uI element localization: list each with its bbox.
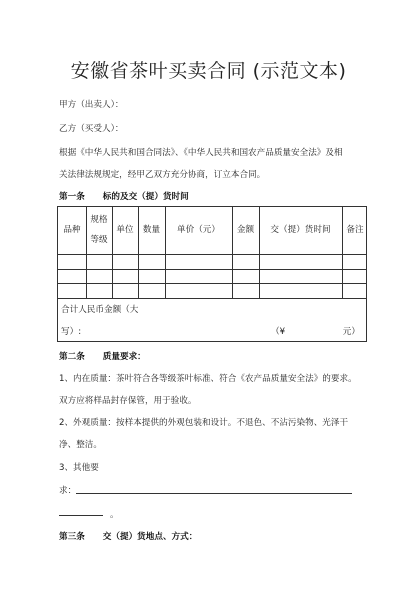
header-unit: 单位: [116, 225, 134, 235]
total-yuan: 元）: [342, 327, 360, 337]
header-amount: 金额: [236, 225, 255, 235]
quality-item-3-line-2: 求：: [59, 486, 77, 496]
goods-table: [57, 206, 367, 342]
total-label-line-2: 写）:: [61, 327, 82, 337]
quality-item-1-line-1: 1、内在质量：茶叶符合各等级茶叶标准、符合《农产品质量安全法》的要求。: [59, 374, 357, 384]
article-2-title: 质量要求：: [102, 352, 146, 362]
party-a-label: 甲方（出卖人）：: [59, 100, 124, 110]
article-1-title: 标的及交（提）货时间: [102, 192, 189, 202]
preamble-line-1: 根据《中华人民共和国合同法》、《中华人民共和国农产品质量安全法》及相: [59, 148, 343, 158]
header-grade: 等级: [90, 235, 108, 245]
article-3-title: 交（提）货地点、方式：: [102, 532, 198, 542]
header-remarks: 备注: [346, 225, 364, 235]
quality-item-2-line-2: 净、整洁。: [59, 440, 102, 450]
article-2-number: 第二条: [59, 352, 85, 362]
article-3-number: 第三条: [59, 532, 85, 542]
other-requirements-blank-continued[interactable]: [59, 515, 103, 516]
total-label-line-1: 合计人民币金额（大: [61, 305, 139, 315]
header-delivery-time: 交（提）货时间: [270, 225, 331, 235]
document-title: 安徽省茶叶买卖合同 (示范文本): [70, 60, 347, 82]
quality-item-3-line-1: 3、其他要: [59, 463, 99, 473]
header-quantity: 数量: [142, 225, 161, 235]
quality-item-1-line-2: 双方应将样品封存保管，用于验收。: [59, 396, 197, 406]
header-spec: 规格: [90, 215, 108, 225]
article-3-heading: [59, 530, 197, 542]
header-variety: 品种: [63, 225, 81, 235]
total-yen: （¥: [271, 327, 286, 337]
sentence-period: 。: [110, 510, 119, 520]
header-unit-price: 单价（元）: [177, 225, 220, 235]
article-2-heading: [59, 350, 146, 362]
article-1-heading: [59, 190, 189, 202]
preamble-line-2: 关法律法规规定，经甲乙双方充分协商，订立本合同。: [59, 170, 266, 180]
quality-item-2-line-1: 2、外观质量：按样本提供的外观包装和设计。不退色、不沾污染物、光泽干: [59, 418, 349, 428]
article-1-number: 第一条: [59, 192, 85, 202]
party-b-label: 乙方（买受人）：: [59, 124, 124, 134]
other-requirements-blank[interactable]: [76, 493, 352, 494]
